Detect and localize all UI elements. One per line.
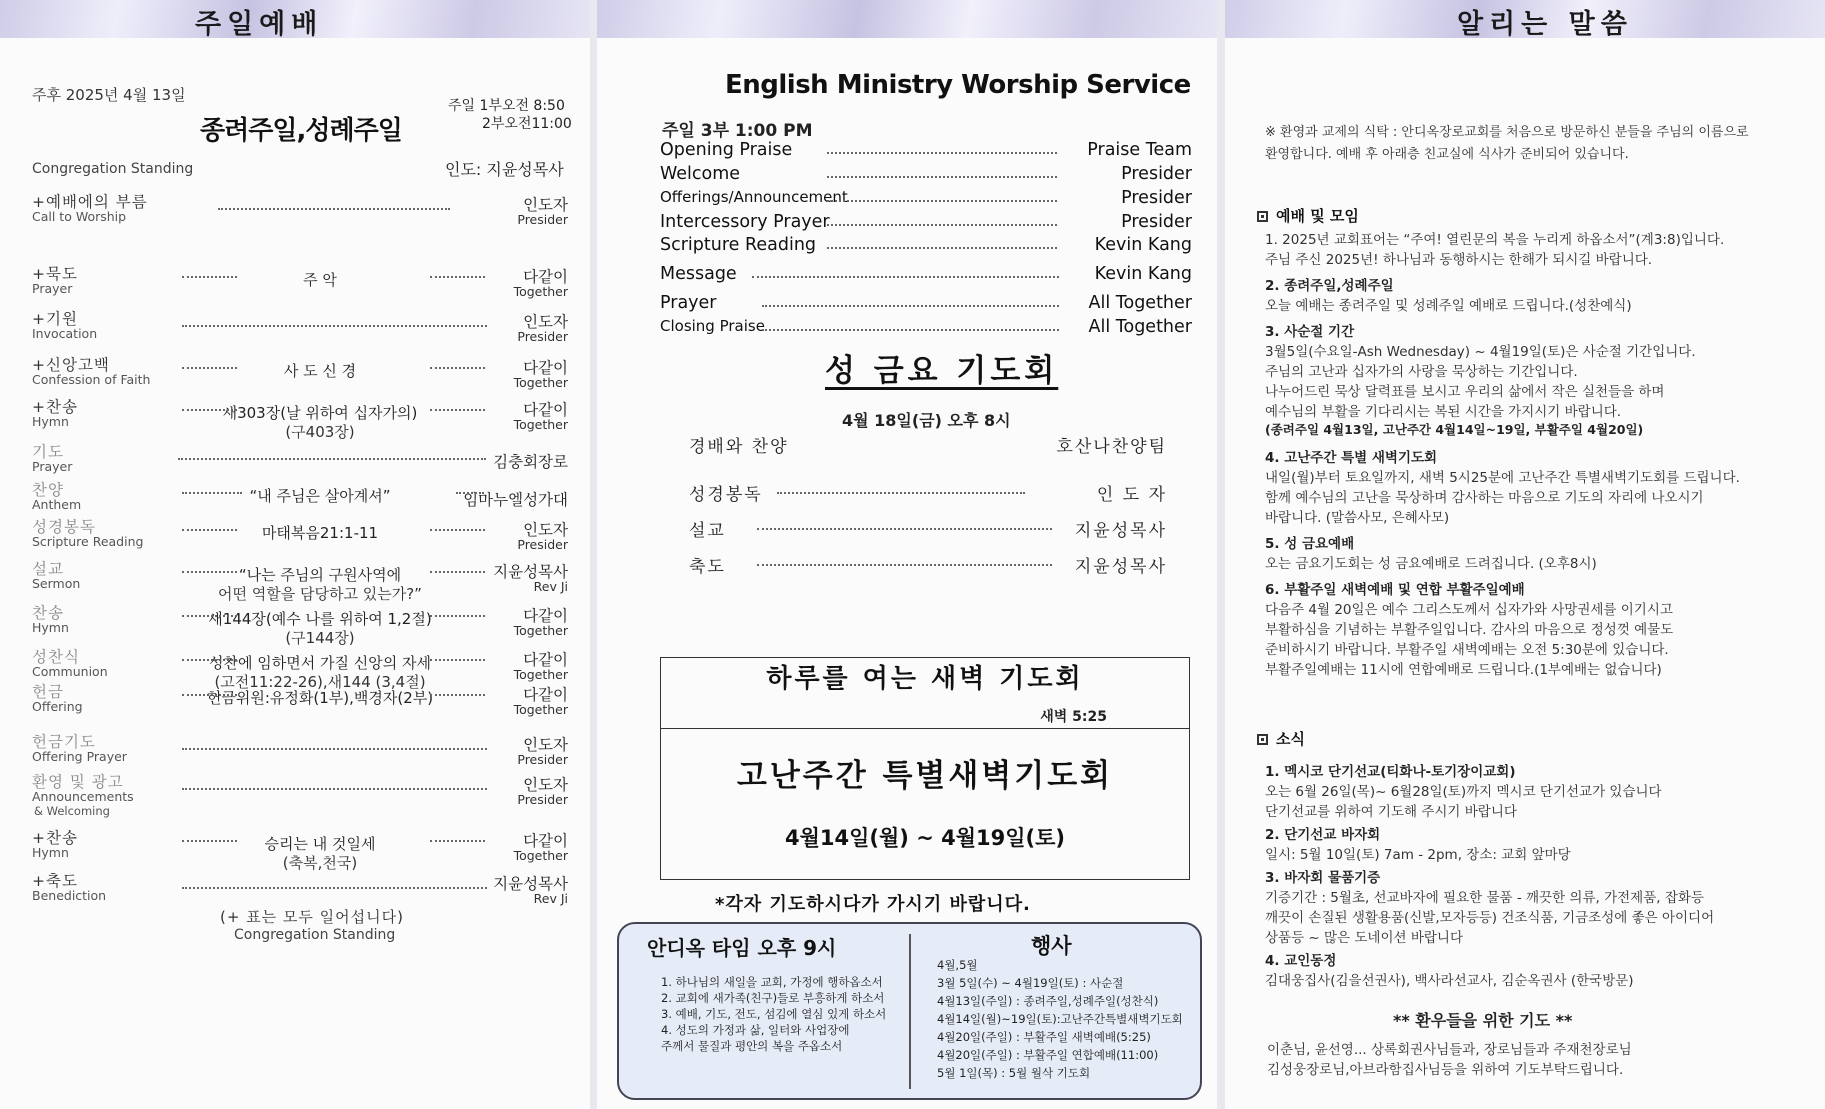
em-item-label: Prayer bbox=[660, 293, 717, 313]
order-item-leader: 인도자 bbox=[523, 736, 568, 754]
panel-title: 주일예배 bbox=[195, 9, 324, 40]
worship-notice-line: 함께 예수님의 고난을 묵상하며 감사하는 마음으로 기도의 자리에 나오시기 bbox=[1265, 490, 1704, 506]
worship-notice-line: 주님 주신 2025년! 하나님과 동행하시는 한해가 되시길 바랍니다. bbox=[1265, 252, 1653, 268]
square-bullet-icon bbox=[1257, 211, 1268, 222]
dot-leader bbox=[178, 458, 486, 460]
order-item-english: Hymn bbox=[32, 414, 69, 429]
news-notice-line: 단기선교를 위하여 기도해 주시기 바랍니다 bbox=[1265, 804, 1517, 820]
news-notice-line: 상품등 ~ 많은 도네이션 바랍니다 bbox=[1265, 930, 1464, 946]
order-item-leader: 임마누엘성가대 bbox=[463, 491, 568, 509]
order-item-detail: 승리는 내 것일세 bbox=[264, 835, 376, 853]
order-item-english: Announcements bbox=[32, 789, 134, 804]
em-item-label: Closing Praise bbox=[660, 317, 765, 335]
order-item-label: 헌금기도 bbox=[32, 733, 96, 751]
order-item-leader-english: Together bbox=[513, 417, 568, 432]
events-title: 행사 bbox=[1031, 934, 1072, 958]
order-item-detail-2: (구144장) bbox=[285, 629, 355, 647]
order-item-leader: 다같이 bbox=[523, 686, 568, 704]
em-item-presenter: All Together bbox=[1088, 293, 1192, 313]
event-item: 4월14일(월)~19일(토):고난주간특별새벽기도회 bbox=[937, 1012, 1183, 1026]
order-item-english: Scripture Reading bbox=[32, 534, 144, 549]
prayer-request-line-1: 이춘님, 윤선영... 상록회권사님들과, 장로님들과 주재천장로님 bbox=[1267, 1042, 1632, 1058]
dot-leader bbox=[757, 528, 1052, 530]
order-item-leader: 지윤성목사 bbox=[493, 563, 568, 581]
order-item-leader-english: Presider bbox=[517, 329, 568, 344]
order-item-leader-english: Together bbox=[513, 375, 568, 390]
friday-item-label: 성경봉독 bbox=[689, 485, 763, 505]
em-item-label: Scripture Reading bbox=[660, 235, 817, 255]
order-item-leader-english: Rev Ji bbox=[533, 891, 568, 906]
good-friday-title: 성 금요 기도회 bbox=[825, 353, 1059, 389]
worship-notice-line: 내일(월)부터 토요일까지, 새벽 5시25분에 고난주간 특별새벽기도회를 드립니다. bbox=[1265, 470, 1740, 486]
antioch-time-item: 3. 예배, 기도, 전도, 섬김에 열심 있게 하소서 bbox=[661, 1007, 887, 1021]
friday-item-label: 축도 bbox=[689, 557, 726, 577]
friday-item-label: 설교 bbox=[689, 521, 726, 541]
em-item-presenter: Presider bbox=[1121, 164, 1192, 184]
footer-standing: Congregation Standing bbox=[234, 927, 396, 943]
order-item-english-2: & Welcoming bbox=[34, 804, 110, 818]
order-item-english: Benediction bbox=[32, 888, 107, 903]
em-item-label: Intercessory Prayer bbox=[660, 212, 830, 232]
order-item-leader: 인도자 bbox=[523, 313, 568, 331]
dot-leader bbox=[182, 659, 237, 661]
order-item-english: Hymn bbox=[32, 845, 69, 860]
news-notice-line: 김대웅집사(김을선권사), 백사라선교사, 김순옥권사 (한국방문) bbox=[1265, 973, 1634, 989]
order-item-detail-2: (구403장) bbox=[285, 423, 355, 441]
order-item-detail: “내 주님은 살아계셔” bbox=[249, 487, 391, 505]
order-item-leader: 인도자 bbox=[523, 196, 568, 214]
standing-note: Congregation Standing bbox=[32, 161, 194, 177]
dot-leader bbox=[827, 176, 1057, 178]
order-item-leader-english: Together bbox=[513, 702, 568, 717]
dot-leader bbox=[777, 492, 1025, 494]
dot-leader bbox=[218, 208, 450, 210]
order-item-label: 헌금 bbox=[32, 683, 64, 701]
order-item-label: 찬양 bbox=[32, 481, 64, 499]
order-item-english: Offering bbox=[32, 699, 83, 714]
dot-leader bbox=[182, 887, 487, 889]
order-item-label: +신앙고백 bbox=[32, 356, 110, 374]
good-friday-time: 4월 18일(금) 오후 8시 bbox=[842, 411, 1011, 430]
order-item-english: Offering Prayer bbox=[32, 749, 127, 764]
event-item: 3월 5일(수) ~ 4월19일(토) : 사순절 bbox=[937, 976, 1124, 990]
order-item-english: Confession of Faith bbox=[32, 372, 151, 387]
dot-leader bbox=[827, 247, 1057, 249]
news-section-label: 소식 bbox=[1276, 730, 1305, 748]
friday-item-leader: 지윤성목사 bbox=[1074, 557, 1167, 577]
event-item: 4월,5월 bbox=[937, 958, 978, 972]
dawn-prayer-title: 하루를 여는 새벽 기도회 bbox=[766, 664, 1084, 694]
worship-notice-line: 나누어드린 묵상 달력표를 보시고 우리의 삶에서 작은 실천들을 하며 bbox=[1265, 384, 1665, 400]
worship-notice-line: 준비하시기 바랍니다. 부활주일 새벽예배는 오전 5:30분에 있습니다. bbox=[1265, 642, 1669, 658]
order-item-leader: 인도자 bbox=[523, 521, 568, 539]
order-item-label: +찬송 bbox=[32, 398, 78, 416]
worship-notice-line: 오늘 예배는 종려주일 및 성례주일 예배로 드립니다.(성찬예식) bbox=[1265, 298, 1632, 314]
order-item-leader-english: Rev Ji bbox=[533, 579, 568, 594]
em-item-label: Opening Praise bbox=[660, 140, 793, 160]
fold-gutter bbox=[590, 0, 597, 1109]
em-item-presenter: Presider bbox=[1121, 212, 1192, 232]
order-item-label: +축도 bbox=[32, 872, 78, 890]
welcome-line-1: ※ 환영과 교제의 식탁 : 안디옥장로교회를 처음으로 방문하신 분들을 주님의 이름으로 bbox=[1265, 125, 1749, 140]
order-item-leader-english: Presider bbox=[517, 212, 568, 227]
dot-leader bbox=[456, 492, 484, 494]
dot-leader bbox=[430, 840, 485, 842]
order-item-english: Hymn bbox=[32, 620, 69, 635]
order-item-leader-english: Presider bbox=[517, 752, 568, 767]
antioch-time-title: 안디옥 타임 오후 9시 bbox=[647, 936, 837, 960]
prayer-request-title: ** 환우들을 위한 기도 ** bbox=[1393, 1011, 1573, 1030]
dot-leader bbox=[430, 571, 485, 573]
dot-leader bbox=[430, 276, 485, 278]
em-item-presenter: Presider bbox=[1121, 188, 1192, 208]
order-item-leader: 다같이 bbox=[523, 651, 568, 669]
event-item: 5월 1일(목) : 5월 월삭 기도회 bbox=[937, 1066, 1091, 1080]
order-item-english: Sermon bbox=[32, 576, 81, 591]
em-item-presenter: Praise Team bbox=[1087, 140, 1192, 160]
order-item-leader: 인도자 bbox=[523, 776, 568, 794]
em-item-presenter: All Together bbox=[1088, 317, 1192, 337]
order-item-label: +기원 bbox=[32, 310, 78, 328]
dawn-prayer-time: 새벽 5:25 bbox=[1040, 709, 1107, 725]
dot-leader bbox=[182, 694, 237, 696]
order-item-label: +찬송 bbox=[32, 829, 78, 847]
order-item-leader: 다같이 bbox=[523, 401, 568, 419]
order-item-detail: 마태복음21:1-11 bbox=[261, 524, 379, 542]
order-item-english: Anthem bbox=[32, 497, 82, 512]
sunday-title: 종려주일,성례주일 bbox=[200, 116, 402, 146]
dot-leader bbox=[182, 367, 237, 369]
dot-leader bbox=[182, 492, 242, 494]
order-item-english: Prayer bbox=[32, 459, 73, 474]
order-of-worship-panel bbox=[0, 0, 590, 1109]
order-item-label: 설교 bbox=[32, 560, 64, 578]
order-item-leader-english: Together bbox=[513, 284, 568, 299]
welcome-line-2: 환영합니다. 예배 후 아래층 친교실에 식사가 준비되어 있습니다. bbox=[1265, 147, 1629, 162]
square-bullet-icon bbox=[1257, 734, 1268, 745]
worship-section-label: 예배 및 모임 bbox=[1276, 207, 1359, 225]
dot-leader bbox=[827, 200, 1057, 202]
passion-week-dates: 4월14일(월) ~ 4월19일(토) bbox=[785, 826, 1065, 850]
dot-leader bbox=[430, 367, 485, 369]
order-item-leader: 다같이 bbox=[523, 359, 568, 377]
order-item-label: 성경봉독 bbox=[32, 518, 96, 536]
em-item-label: Message bbox=[660, 264, 737, 284]
service-time-1: 주일 1부오전 8:50 bbox=[448, 98, 565, 114]
order-item-leader: 다같이 bbox=[523, 832, 568, 850]
worship-notice-line: 바랍니다. (말씀사모, 은혜사모) bbox=[1265, 510, 1450, 526]
order-item-detail-2: (고전11:22-26),새144 (3,4절) bbox=[214, 673, 426, 691]
dot-leader bbox=[430, 615, 485, 617]
news-notice-line: 오는 6월 26일(목)~ 6월28일(토)까지 멕시코 단기선교가 있습니다 bbox=[1265, 784, 1662, 800]
dot-leader bbox=[430, 694, 485, 696]
news-notice-line: 일시: 5월 10일(토) 7am - 2pm, 장소: 교회 앞마당 bbox=[1265, 847, 1571, 863]
order-item-english: Prayer bbox=[32, 281, 73, 296]
order-item-leader-english: Together bbox=[513, 848, 568, 863]
service-date: 주후 2025년 4월 13일 bbox=[32, 86, 186, 104]
antioch-time-item: 2. 교회에 새가족(친구)들로 부흥하게 하소서 bbox=[661, 991, 885, 1005]
worship-notice-line: 주님의 고난과 십자가의 사랑을 묵상하는 기간입니다. bbox=[1265, 364, 1578, 380]
worship-notice-line: 오는 금요기도회는 성 금요예배로 드려집니다. (오후8시) bbox=[1265, 556, 1597, 572]
dot-leader bbox=[182, 325, 487, 327]
em-item-presenter: Kevin Kang bbox=[1094, 264, 1192, 284]
order-item-label: 기도 bbox=[32, 443, 64, 461]
order-item-leader: 다같이 bbox=[523, 607, 568, 625]
worship-notice-line: 3. 사순절 기간 bbox=[1265, 324, 1355, 340]
event-item: 4월20일(주일) : 부활주일 연합예배(11:00) bbox=[937, 1048, 1159, 1062]
order-item-leader-english: Presider bbox=[517, 792, 568, 807]
box-divider bbox=[909, 934, 911, 1089]
prayer-request-line-2: 김성웅장로님,아브라함집사님등을 위하여 기도부탁드립니다. bbox=[1267, 1062, 1624, 1078]
panel-title: 알리는 말씀 bbox=[1457, 9, 1633, 40]
news-notice-line: 기증기간 : 5월초, 선교바자에 필요한 물품 - 깨끗한 의류, 가전제품, 잡화등 bbox=[1265, 890, 1704, 906]
service-time-2: 2부오전11:00 bbox=[482, 116, 572, 132]
dot-leader bbox=[430, 529, 485, 531]
order-item-detail: “나는 주님의 구원사역에 bbox=[238, 566, 402, 584]
worship-notice-line: 예수님의 부활을 기다리시는 복된 시간을 가지시기 바랍니다. bbox=[1265, 404, 1622, 420]
order-item-leader: 김충회장로 bbox=[493, 453, 568, 471]
order-item-english: Call to Worship bbox=[32, 209, 127, 224]
english-ministry-panel bbox=[597, 0, 1217, 1109]
friday-item-leader: 호산나찬양팀 bbox=[1056, 437, 1167, 457]
order-item-detail: 주 악 bbox=[303, 271, 337, 289]
order-item-detail: 새303장(날 위하여 십자가의) bbox=[222, 404, 418, 422]
worship-notice-line: 5. 성 금요예배 bbox=[1265, 536, 1355, 552]
order-item-leader: 다같이 bbox=[523, 268, 568, 286]
dot-leader bbox=[762, 305, 1059, 307]
fold-gutter bbox=[1217, 0, 1225, 1109]
time-events-box bbox=[617, 922, 1202, 1100]
announcements-panel bbox=[1225, 0, 1825, 1109]
dot-leader bbox=[757, 564, 1052, 566]
prayer-note: *각자 기도하시다가 가시기 바랍니다. bbox=[715, 894, 1031, 915]
passion-week-title: 고난주간 특별새벽기도회 bbox=[736, 758, 1114, 794]
order-item-english: Invocation bbox=[32, 326, 98, 341]
order-item-leader: 지윤성목사 bbox=[493, 875, 568, 893]
dot-leader bbox=[430, 409, 485, 411]
worship-notice-line: 1. 2025년 교회표어는 “주여! 열린문의 복을 누리게 하옵소서”(계3:8)입니다. bbox=[1265, 232, 1725, 248]
order-item-detail: 새144장(예수 나를 위하여 1,2절) bbox=[208, 610, 432, 628]
order-item-detail-2: 어떤 역할을 담당하고 있는가?” bbox=[218, 585, 422, 603]
order-item-leader-english: Presider bbox=[517, 537, 568, 552]
order-item-leader-english: Together bbox=[513, 667, 568, 682]
dot-leader bbox=[182, 571, 237, 573]
worship-notice-line: 3월5일(수요일-Ash Wednesday) ~ 4월19일(토)은 사순절 기간입니다. bbox=[1265, 344, 1696, 360]
dot-leader bbox=[182, 748, 487, 750]
em-item-presenter: Kevin Kang bbox=[1094, 235, 1192, 255]
em-item-label: Welcome bbox=[660, 164, 741, 184]
news-section-head bbox=[1257, 728, 1305, 749]
worship-notice-line: 부활하심을 기념하는 부활주일입니다. 감사의 마음으로 정성껏 예물도 bbox=[1265, 622, 1674, 638]
dot-leader bbox=[182, 409, 237, 411]
dot-leader bbox=[182, 615, 237, 617]
event-item: 4월20일(주일) : 부활주일 새벽예배(5:25) bbox=[937, 1030, 1151, 1044]
order-item-label: +예배에의 부름 bbox=[32, 193, 148, 211]
antioch-time-item: 주께서 물질과 평안의 복을 주옵소서 bbox=[661, 1039, 843, 1053]
worship-notice-line: 6. 부활주일 새벽예배 및 연합 부활주일예배 bbox=[1265, 582, 1525, 598]
dot-leader bbox=[182, 788, 487, 790]
order-item-label: +묵도 bbox=[32, 265, 78, 283]
news-notice-line: 4. 교인동정 bbox=[1265, 953, 1337, 969]
order-item-label: 찬송 bbox=[32, 604, 64, 622]
news-notice-line: 1. 멕시코 단기선교(티화나-토기장이교회) bbox=[1265, 764, 1516, 780]
worship-notice-line: (종려주일 4월13일, 고난주간 4월14일~19일, 부활주일 4월20일) bbox=[1265, 422, 1644, 437]
order-item-english: Communion bbox=[32, 664, 108, 679]
em-time: 주일 3부 1:00 PM bbox=[662, 121, 813, 141]
dot-leader bbox=[827, 152, 1057, 154]
order-item-label: 성찬식 bbox=[32, 648, 80, 666]
event-item: 4월13일(주일) : 종려주일,성례주일(성찬식) bbox=[937, 994, 1159, 1008]
antioch-time-item: 4. 성도의 가정과 삶, 일터와 사업장에 bbox=[661, 1023, 850, 1037]
order-item-leader-english: Together bbox=[513, 623, 568, 638]
order-item-detail: 성찬에 임하면서 가질 신앙의 자세 bbox=[209, 654, 431, 672]
order-item-detail-2: (축복,천국) bbox=[282, 854, 358, 872]
friday-item-leader: 인 도 자 bbox=[1096, 485, 1167, 505]
divider bbox=[661, 728, 1189, 729]
dot-leader bbox=[182, 276, 237, 278]
antioch-time-item: 1. 하나님의 새일을 교회, 가정에 행하옵소서 bbox=[661, 975, 883, 989]
dot-leader bbox=[182, 840, 237, 842]
dot-leader bbox=[182, 529, 237, 531]
order-item-detail: 헌금위원:유정화(1부),백경자(2부) bbox=[206, 689, 434, 707]
worship-notice-line: 부활주일예배는 11시에 연합예배로 드립니다.(1부예배는 없습니다) bbox=[1265, 662, 1662, 678]
order-item-label: 환영 및 광고 bbox=[32, 773, 124, 791]
em-item-label: Offerings/Announcement bbox=[660, 188, 848, 206]
news-notice-line: 3. 바자회 물품기증 bbox=[1265, 870, 1381, 886]
news-notice-line: 깨끗이 손질된 생활용품(신발,모자등등) 건조식품, 기금조성에 좋은 아이디어 bbox=[1265, 910, 1715, 926]
worship-notice-line: 2. 종려주일,성례주일 bbox=[1265, 278, 1394, 294]
leader: 인도: 지윤성목사 bbox=[445, 160, 564, 179]
friday-item-label: 경배와 찬양 bbox=[689, 437, 789, 457]
dot-leader bbox=[827, 224, 1057, 226]
news-notice-line: 2. 단기선교 바자회 bbox=[1265, 827, 1381, 843]
header-band bbox=[597, 0, 1217, 38]
worship-notice-line: 4. 고난주간 특별 새벽기도회 bbox=[1265, 450, 1438, 466]
worship-notice-line: 다음주 4월 20일은 예수 그리스도께서 십자가와 사망권세를 이기시고 bbox=[1265, 602, 1673, 618]
order-item-detail: 사 도 신 경 bbox=[283, 362, 357, 380]
dot-leader bbox=[430, 659, 485, 661]
footer-note: (+ 표는 모두 일어섭니다) bbox=[220, 908, 404, 926]
dawn-prayer-box bbox=[660, 657, 1190, 880]
dot-leader bbox=[752, 276, 1059, 278]
dot-leader bbox=[762, 329, 1059, 331]
worship-section-head bbox=[1257, 205, 1359, 226]
friday-item-leader: 지윤성목사 bbox=[1074, 521, 1167, 541]
em-title: English Ministry Worship Service bbox=[725, 70, 1191, 100]
